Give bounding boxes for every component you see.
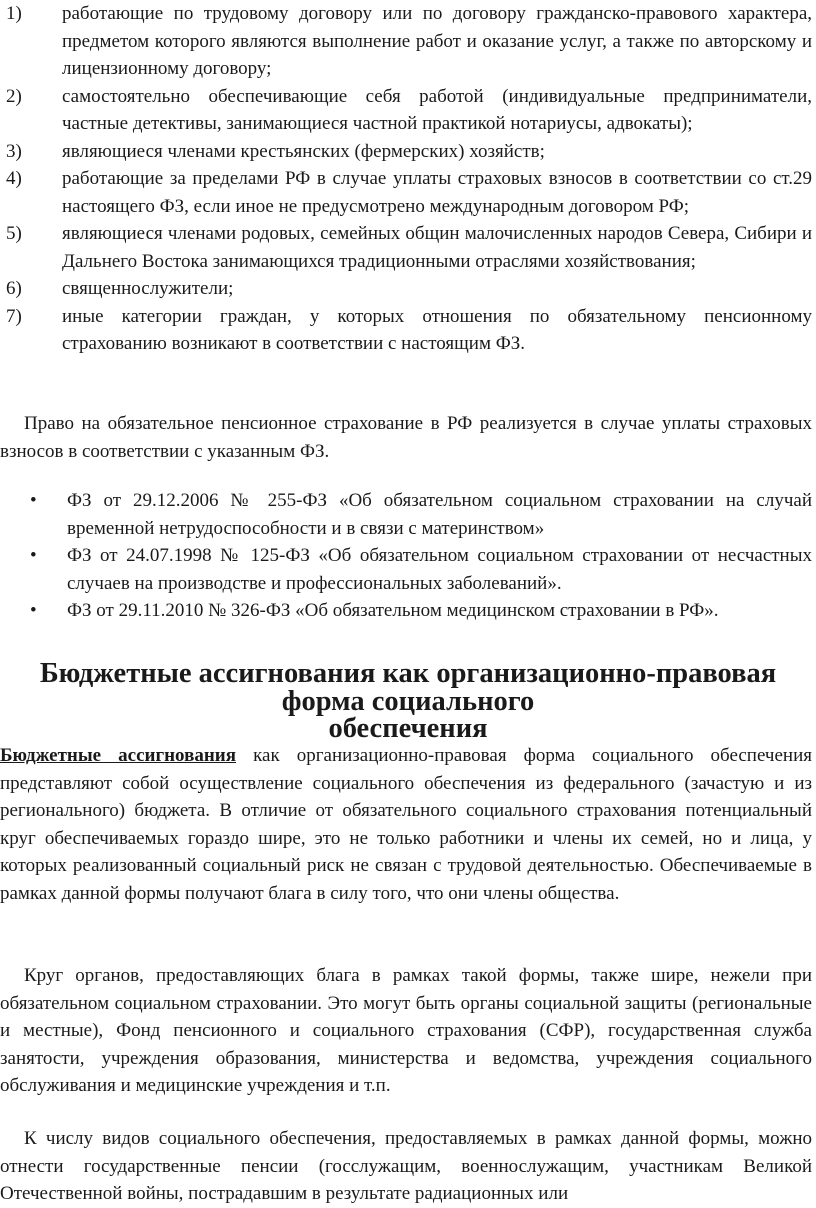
list-item-number: 7) [6, 305, 22, 327]
defined-term: Бюджетные ассигнования [0, 745, 237, 766]
section-heading-line: обеспечения [328, 713, 488, 744]
bullet-icon: • [30, 490, 37, 511]
list-item-text: самостоятельно обеспечивающие себя работой (индивидуальные предприниматели, частные детективы, занимающиеся частной практикой нотариусы, адвокаты); [62, 85, 812, 134]
paragraph-budget-definition [0, 742, 812, 907]
list-item [0, 0, 812, 83]
list-item-number: 4) [6, 168, 22, 189]
laws-bullet-list [0, 487, 812, 625]
bullet-icon: • [30, 545, 37, 566]
list-item-text: священнослужители; [62, 278, 234, 299]
list-item [0, 165, 812, 220]
list-item [0, 487, 812, 542]
list-item-text: работающие за пределами РФ в случае уплаты страховых взносов в соответствии со ст.29 настоящего ФЗ, если иное не предусмотрено международным договором РФ; [62, 168, 812, 217]
list-item [0, 303, 812, 358]
list-item-text: ФЗ от 24.07.1998 № 125-ФЗ «Об обязательном социальном страховании от несчастных случаев на производстве и профессиональных заболеваний». [67, 545, 812, 594]
list-item-number: 6) [6, 278, 22, 299]
section-heading-line: Бюджетные ассигнования как организационно-правовая форма социального [39, 658, 777, 717]
section-heading [0, 660, 816, 743]
list-item [0, 83, 812, 138]
paragraph-types: К числу видов социального обеспечения, предоставляемых в рамках данной формы, можно отнести государственные пенсии (госслужащим, военнослужащим, участникам Великой Отечественной войны, пострадавшим в результате радиационных или [0, 1128, 812, 1204]
list-item-text: ФЗ от 29.12.2006 № 255-ФЗ «Об обязательном социальном страховании на случай временной нетрудоспособности и в связи с материнством» [67, 490, 812, 539]
paragraph-organs: Круг органов, предоставляющих блага в рамках такой формы, также шире, нежели при обязательном социальном страховании. Это могут быть органы социальной защиты (региональные и местные), Фонд пенсионного и социального страхования (СФР), государственная служба занятости, учреждения образования, министерства и ведомства, учреждения социального обслуживания и медицинские учреждения и т.п. [0, 965, 812, 1096]
list-item [0, 597, 812, 625]
list-item-number: 1) [6, 3, 22, 24]
list-item-text: иные категории граждан, у которых отношения по обязательному пенсионному страхованию возникают в соответствии с настоящим ФЗ. [62, 305, 812, 354]
list-item-text: являющиеся членами родовых, семейных общин малочисленных народов Севера, Сибири и Дальнего Востока занимающихся традиционными отраслями хозяйствования; [62, 223, 812, 272]
list-item-number: 5) [6, 223, 22, 244]
list-item [0, 220, 812, 275]
list-item [0, 138, 812, 166]
list-item-number: 3) [6, 140, 22, 162]
paragraph-text: как организационно-правовая форма социального обеспечения представляют собой осуществление социального обеспечения из федерального (зачастую и из регионального) бюджета. В отличие от обязательного социального страхования потенциальный круг обеспечиваемых гораздо шире, это не только работники и члены их семей, но и лица, у которых реализованный социальный риск не связан с трудовой деятельностью. Обеспечиваемые в рамках данной формы получают блага в силу того, что они члены общества. [0, 745, 812, 904]
insured-categories-list [0, 0, 812, 358]
list-item [0, 275, 812, 303]
list-item-number: 2) [6, 85, 22, 107]
paragraph-right-to-insurance: Право на обязательное пенсионное страхование в РФ реализуется в случае уплаты страховых взносов в соответствии с указанным ФЗ. [0, 413, 812, 462]
bullet-icon: • [30, 600, 37, 621]
list-item [0, 542, 812, 597]
list-item-text: работающие по трудовому договору или по договору гражданско-правового характера, предметом которого являются выполнение работ и оказание услуг, а также по авторскому и лицензионному договору; [62, 3, 812, 79]
list-item-text: являющиеся членами крестьянских (фермерских) хозяйств; [62, 140, 545, 162]
list-item-text: ФЗ от 29.11.2010 № 326-ФЗ «Об обязательном медицинском страховании в РФ». [67, 600, 719, 621]
